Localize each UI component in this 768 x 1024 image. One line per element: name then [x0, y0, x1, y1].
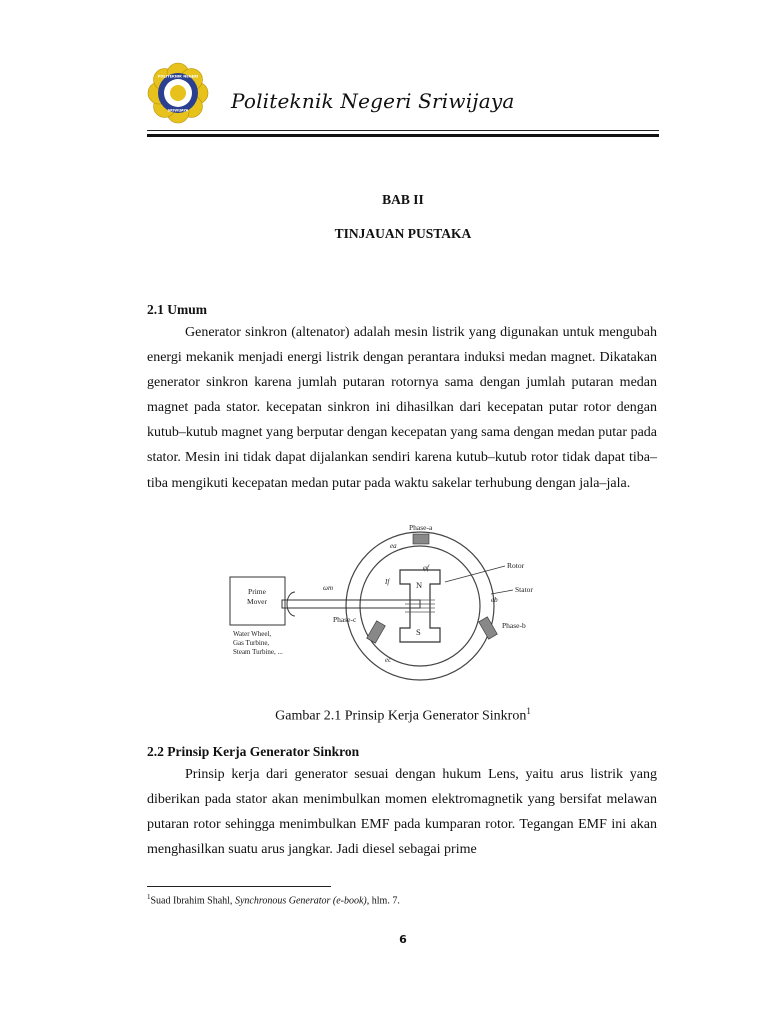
svg-text:N: N	[416, 580, 423, 590]
section-title-2-2: 2.2 Prinsip Kerja Generator Sinkron	[147, 744, 360, 759]
svg-text:ωm: ωm	[323, 584, 333, 592]
figure-caption: Gambar 2.1 Prinsip Kerja Generator Sinkron$^1$	[275, 706, 531, 724]
svg-text:ea: ea	[390, 542, 397, 550]
svg-text:Phase-b: Phase-b	[502, 621, 526, 630]
footnote-rule	[147, 886, 331, 887]
section-paragraph-2-1: Generator sinkron (altenator) adalah mesin listrik yang digunakan untuk mengubah energi mekanik menjadi energi listrik dengan perantara induksi medan magnet. Dikatakan generator sinkron karena jumlah putaran rotornya sama dengan jumlah putaran medan magnet pada stator. kecepatan sinkron ini dihasilkan dari kecepatan putar rotor dengan kutub–kutub magnet yang berputar dengan kecepatan yang sama dengan medan putar pada stator. Mesin ini tidak dapat dijalankan sendiri karena kutub–kutub rotor tidak dapat tiba–tiba mengikuti kecepatan medan putar pada waktu sakelar terhubung dengan jala–jala.	[147, 325, 657, 491]
svg-text:Phase-c: Phase-c	[333, 615, 357, 624]
header-rule-thin	[147, 130, 659, 131]
section-paragraph-2-2: Prinsip kerja dari generator sesuai dengan hukum Lens, yaitu arus listrik yang diberikan pada stator akan menimbulkan momen elektromagnetik yang bersifat melawan putaran rotor sehingga menimbulkan EMF pada kumparan rotor. Tegangan EMF ini akan menghasilkan suatu arus jangkar. Jadi diesel sebagai prime	[147, 767, 657, 858]
svg-text:Mover: Mover	[247, 597, 267, 606]
svg-text:Gas Turbine,: Gas Turbine,	[233, 639, 270, 647]
svg-text:S: S	[416, 627, 421, 637]
svg-text:Water Wheel,: Water Wheel,	[233, 630, 272, 638]
svg-text:eb: eb	[491, 596, 498, 604]
svg-text:If: If	[385, 578, 390, 586]
generator-diagram	[225, 522, 543, 690]
svg-text:φf: φf	[423, 564, 429, 572]
institution-name: Politeknik Negeri Sriwijaya	[231, 89, 515, 113]
header-rule-thick	[147, 134, 659, 137]
chapter-label: BAB II	[382, 192, 424, 207]
page-header	[147, 62, 659, 138]
page-number: 6	[399, 933, 407, 946]
institution-logo	[147, 62, 209, 124]
svg-text:SRIWIJAYA: SRIWIJAYA	[167, 108, 189, 113]
footnote: $^1$Suad Ibrahim Shahl, Synchronous Generator (e-book), hlm. 7.	[147, 893, 400, 907]
chapter-title: TINJAUAN PUSTAKA	[334, 226, 472, 241]
svg-text:Prime: Prime	[248, 587, 266, 596]
svg-text:Phase-a: Phase-a	[409, 523, 433, 532]
svg-text:Steam Turbine, ...: Steam Turbine, ...	[233, 648, 283, 656]
svg-text:POLITEKNIK NEGERI: POLITEKNIK NEGERI	[157, 74, 199, 79]
svg-text:ec: ec	[385, 656, 392, 664]
section-title-2-1: 2.1 Umum	[147, 302, 207, 317]
svg-text:Rotor: Rotor	[507, 561, 525, 570]
svg-text:Stator: Stator	[515, 585, 533, 594]
